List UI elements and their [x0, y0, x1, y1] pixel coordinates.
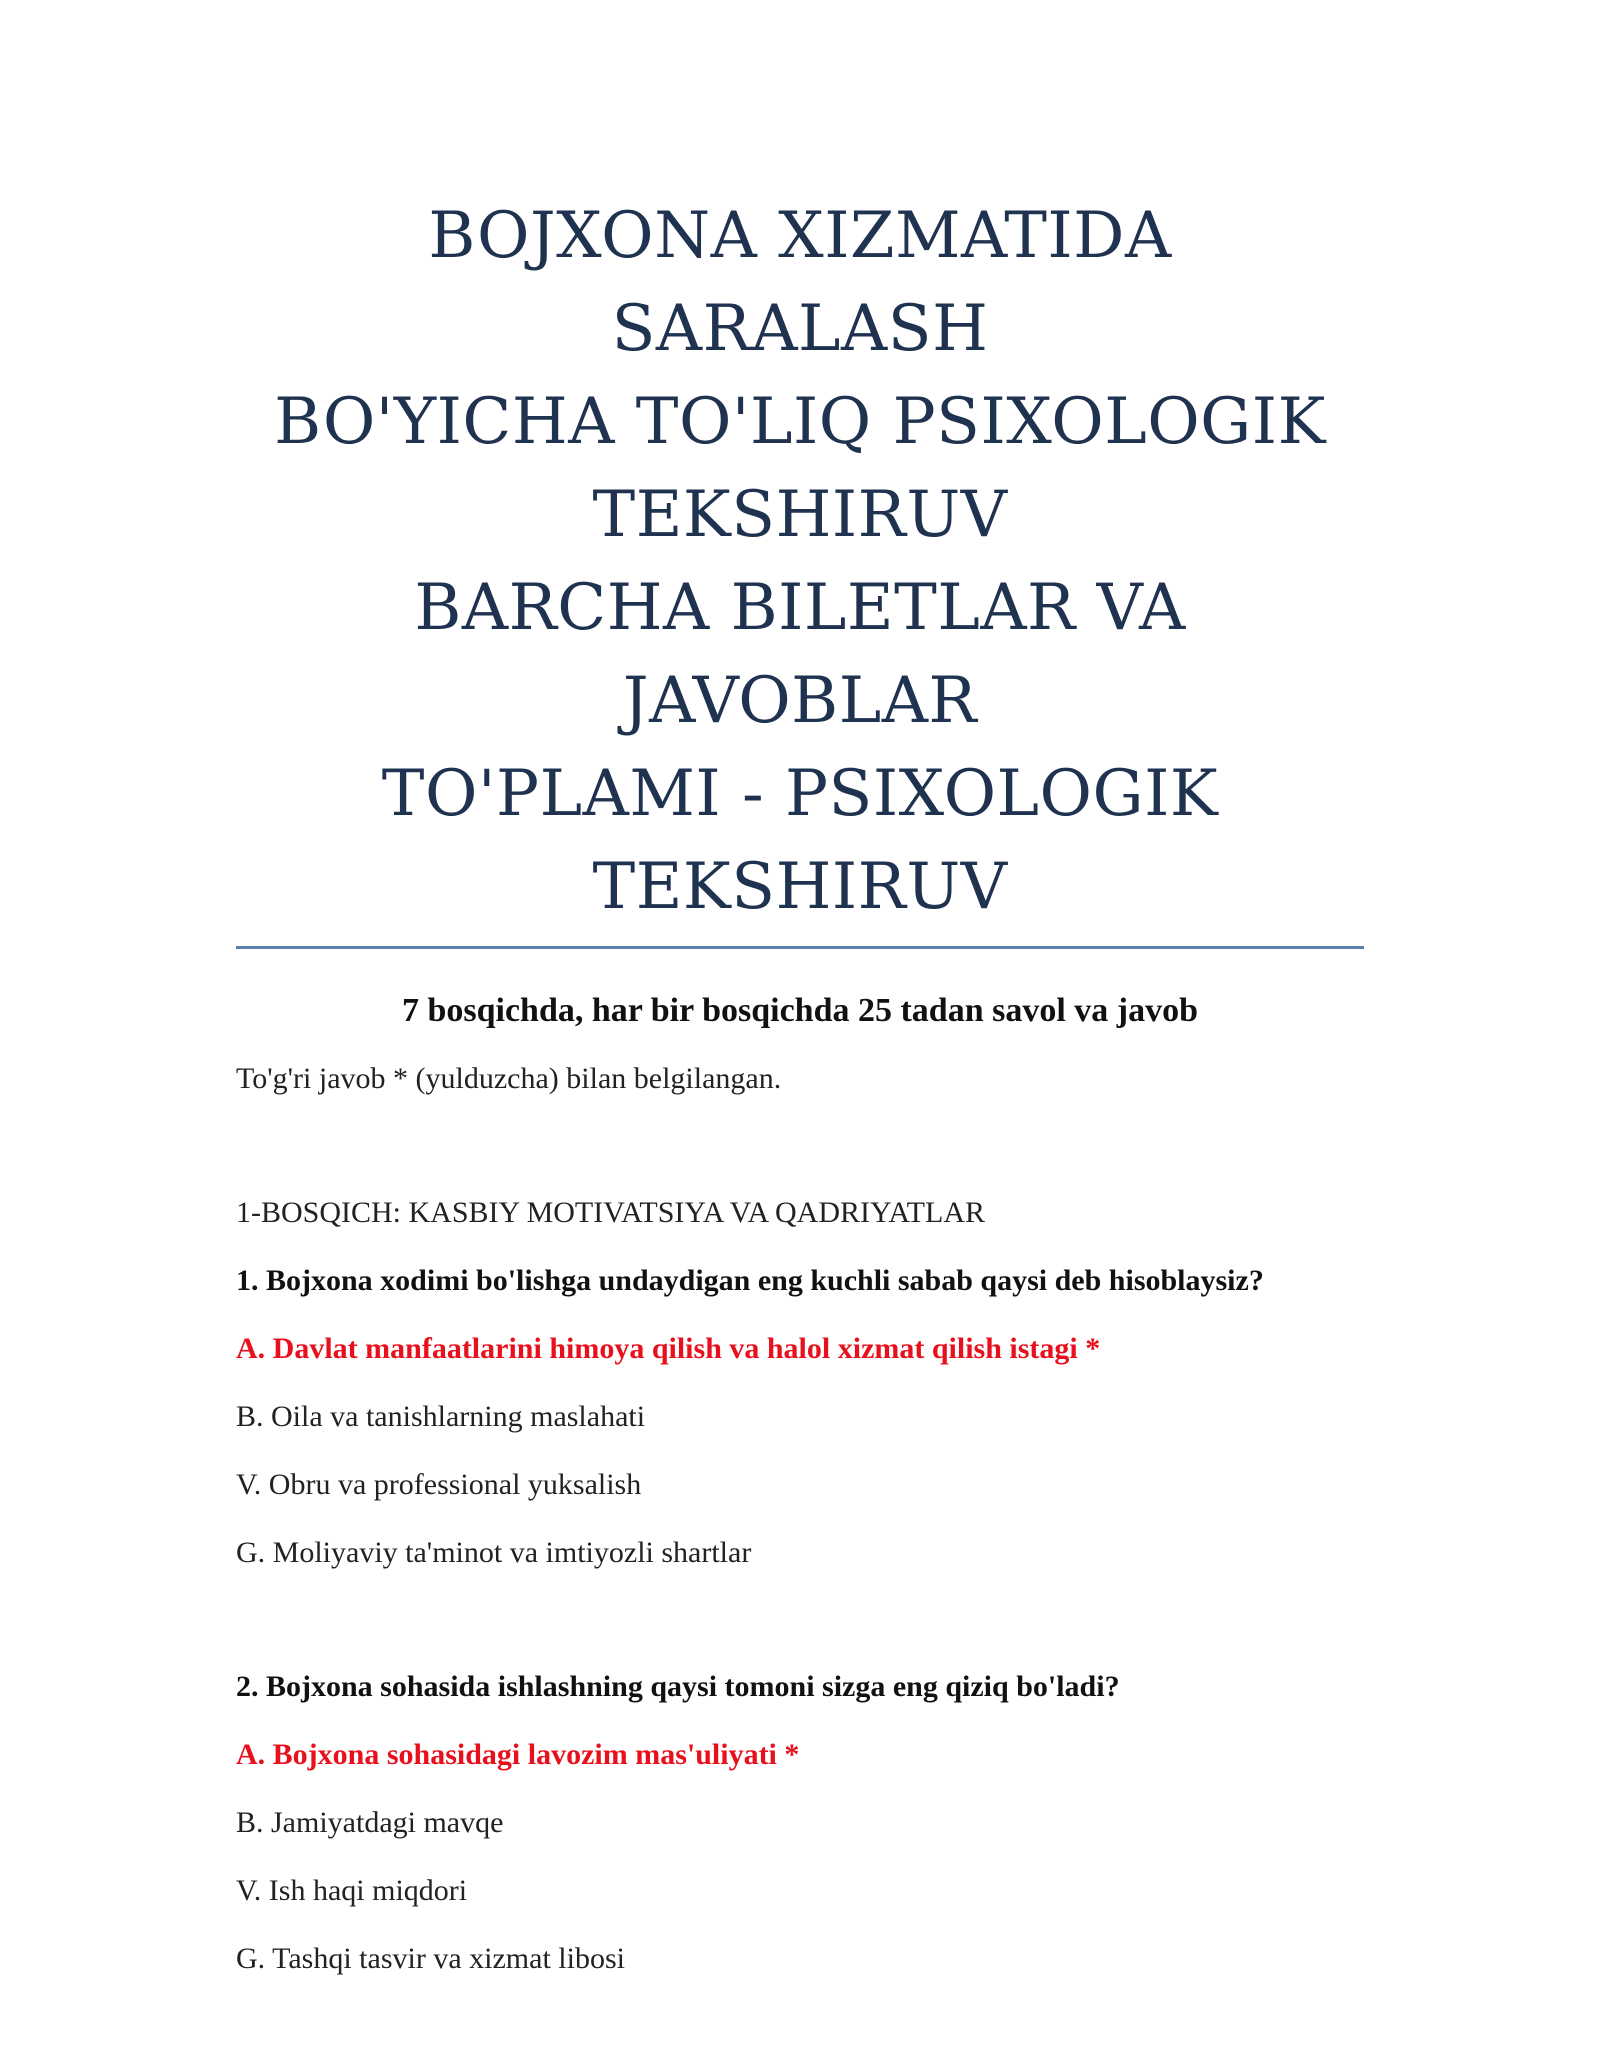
- question-text: 2. Bojxona sohasida ishlashning qaysi tomoni sizga eng qiziq bo'ladi?: [236, 1670, 1120, 1703]
- answer-option: G. Tashqi tasvir va xizmat libosi: [236, 1942, 625, 1975]
- answer-option: B. Oila va tanishlarning maslahati: [236, 1400, 646, 1433]
- title-line: BARCHA BILETLAR VA JAVOBLAR: [414, 571, 1186, 738]
- title-line: BO'YICHA TO'LIQ PSIXOLOGIK: [274, 385, 1326, 459]
- document-content: [236, 190, 1364, 1977]
- question-block: [236, 1263, 1364, 1571]
- answer-option-correct: A. Bojxona sohasidagi lavozim mas'uliyati *: [236, 1738, 800, 1771]
- title-line: TO'PLAMI - PSIXOLOGIK: [381, 757, 1219, 831]
- title-line: BOJXONA XIZMATIDA SARALASH: [428, 199, 1172, 366]
- answer-option: G. Moliyaviy ta'minot va imtiyozli shartlar: [236, 1536, 752, 1569]
- title-line: TEKSHIRUV: [592, 850, 1008, 924]
- title-divider: [236, 946, 1364, 949]
- answer-option: V. Ish haqi miqdori: [236, 1874, 468, 1907]
- answer-key-note: To'g'ri javob * (yulduzcha) bilan belgilangan.: [236, 1062, 782, 1095]
- answer-option: B. Jamiyatdagi mavqe: [236, 1806, 504, 1839]
- document-title: [236, 190, 1364, 934]
- section-heading: 1-BOSQICH: KASBIY MOTIVATSIYA VA QADRIYATLAR: [236, 1196, 985, 1229]
- document-subtitle: 7 bosqichda, har bir bosqichda 25 tadan savol va javob: [401, 992, 1199, 1029]
- question-block: [236, 1669, 1364, 1977]
- title-line: TEKSHIRUV: [592, 478, 1008, 552]
- answer-option: V. Obru va professional yuksalish: [236, 1468, 642, 1501]
- answer-option-correct: A. Davlat manfaatlarini himoya qilish va halol xizmat qilish istagi *: [236, 1332, 1101, 1365]
- question-text: 1. Bojxona xodimi bo'lishga undaydigan eng kuchli sabab qaysi deb hisoblaysiz?: [236, 1264, 1264, 1297]
